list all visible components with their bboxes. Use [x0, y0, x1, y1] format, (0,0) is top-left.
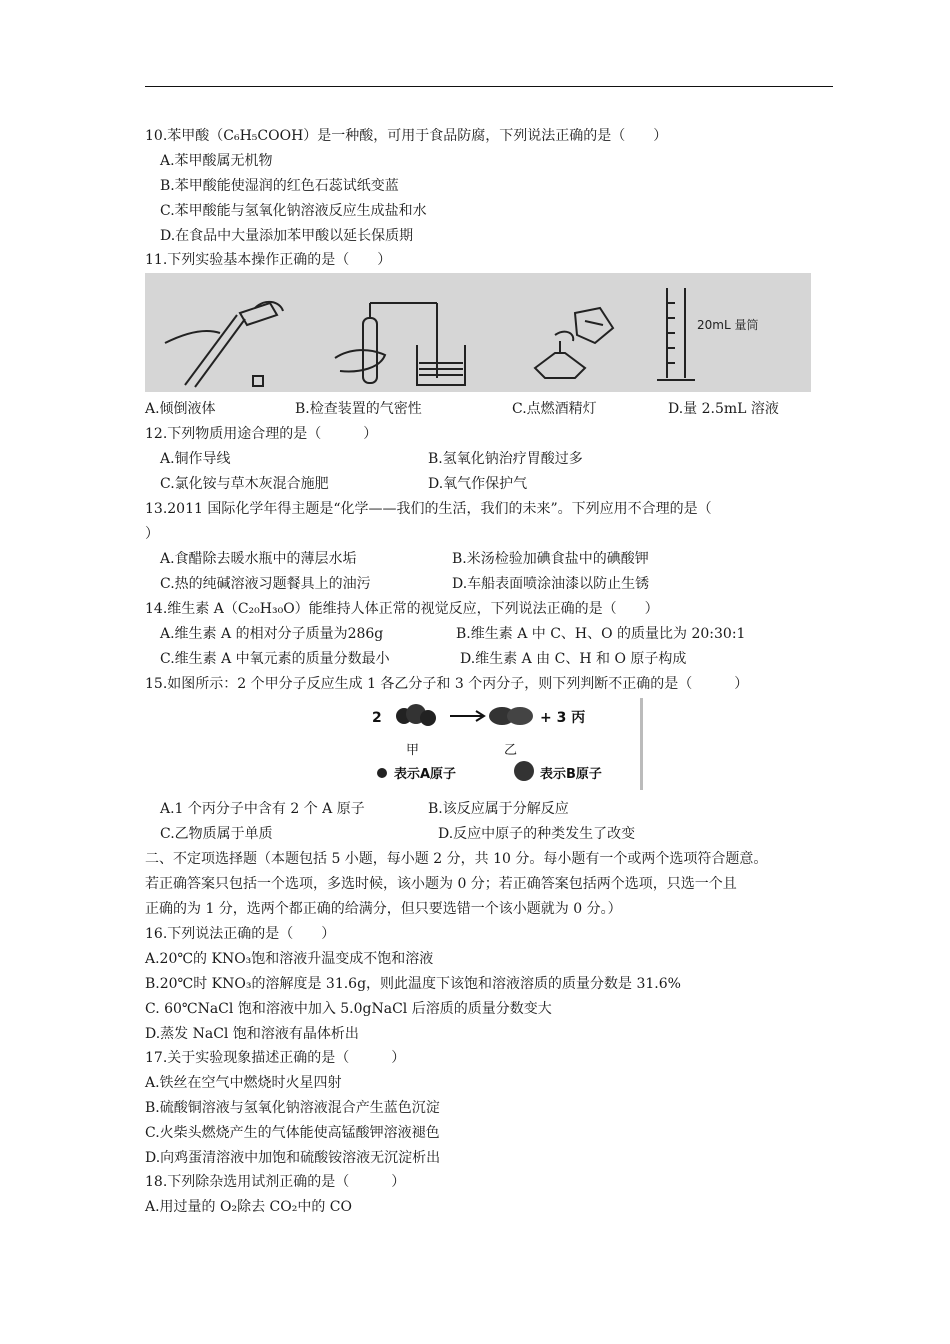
- q17-option-c: C.火柴头燃烧产生的气体能使高锰酸钾溶液褪色: [145, 1125, 440, 1141]
- alcohol-lamp-illustration: [535, 308, 613, 378]
- atom-b-icon: [514, 761, 534, 781]
- legend-b: 表示B原子: [540, 767, 602, 782]
- q13-option-a: A.食醋除去暖水瓶中的薄层水垢: [160, 551, 357, 567]
- q15-reaction-figure: [362, 698, 643, 790]
- q15-option-d: D.反应中原子的种类发生了改变: [438, 826, 636, 842]
- section2-line3: 正确的为 1 分，选两个都正确的给满分，但只要选错一个该小题就为 0 分。）: [145, 901, 622, 917]
- airtightness-check-illustration: [335, 303, 465, 385]
- q11-stem: 11.下列实验基本操作正确的是（ ）: [145, 252, 392, 268]
- label-yi: 乙: [504, 743, 518, 758]
- q14-option-b: B.维生素 A 中 C、H、O 的质量比为 20:30:1: [456, 626, 746, 642]
- q15-option-c: C.乙物质属于单质: [160, 826, 273, 842]
- q14-stem: 14.维生素 A（C₂₀H₃₀O）能维持人体正常的视觉反应，下列说法正确的是（ ）: [145, 601, 659, 617]
- q10-option-b: B.苯甲酸能使湿润的红色石蕊试纸变蓝: [160, 178, 399, 194]
- q17-option-b: B.硫酸铜溶液与氢氧化钠溶液混合产生蓝色沉淀: [145, 1100, 440, 1116]
- pouring-liquid-illustration: [165, 302, 283, 387]
- q13-option-d: D.车船表面喷涂油漆以防止生锈: [452, 576, 650, 592]
- cylinder-label: 20mL 量筒: [697, 318, 759, 332]
- q17-option-a: A.铁丝在空气中燃烧时火星四射: [145, 1075, 342, 1091]
- q16-option-d: D.蒸发 NaCl 饱和溶液有晶体析出: [145, 1026, 359, 1042]
- q10-option-c: C.苯甲酸能与氢氧化钠溶液反应生成盐和水: [160, 203, 427, 219]
- q12-option-a: A.铜作导线: [160, 451, 231, 467]
- q10-stem: 10.苯甲酸（C₆H₅COOH）是一种酸，可用于食品防腐，下列说法正确的是（ ）: [145, 128, 668, 144]
- q10-option-d: D.在食品中大量添加苯甲酸以延长保质期: [160, 228, 414, 244]
- section2-line1: 二、不定项选择题（本题包括 5 小题，每小题 2 分，共 10 分。每小题有一个或两个选项符合题意。: [145, 851, 768, 867]
- q18-option-a: A.用过量的 O₂除去 CO₂中的 CO: [145, 1199, 352, 1215]
- q15-option-a: A.1 个丙分子中含有 2 个 A 原子: [160, 801, 365, 817]
- q15-stem: 15.如图所示：2 个甲分子反应生成 1 各乙分子和 3 个丙分子，则下列判断不正确的是（ ）: [145, 676, 749, 692]
- legend-a: 表示A原子: [394, 767, 457, 782]
- q11-option-b: B.检查装置的气密性: [295, 401, 422, 417]
- q17-stem: 17.关于实验现象描述正确的是（ ）: [145, 1050, 406, 1066]
- q16-stem: 16.下列说法正确的是（ ）: [145, 926, 336, 942]
- coefficient-2: 2: [372, 710, 382, 726]
- q18-stem: 18.下列除杂选用试剂正确的是（ ）: [145, 1174, 406, 1190]
- q13-stem-continued: ）: [145, 526, 159, 542]
- molecule-yi-icon: [489, 707, 533, 725]
- q17-option-d: D.向鸡蛋清溶液中加饱和硫酸铵溶液无沉淀析出: [145, 1150, 441, 1166]
- q12-option-d: D.氧气作保护气: [428, 476, 528, 492]
- q12-option-b: B.氢氧化钠治疗胃酸过多: [428, 451, 583, 467]
- q13-option-b: B.米汤检验加碘食盐中的碘酸钾: [452, 551, 649, 567]
- label-jia: 甲: [406, 743, 420, 758]
- q11-option-a: A.倾倒液体: [145, 401, 216, 417]
- molecule-jia-icon: [396, 704, 436, 726]
- q10-option-a: A.苯甲酸属无机物: [160, 153, 273, 169]
- header-rule: [145, 86, 833, 87]
- q11-option-c: C.点燃酒精灯: [512, 401, 597, 417]
- q15-option-b: B.该反应属于分解反应: [428, 801, 569, 817]
- plus-3-bing: + 3 丙: [540, 710, 586, 726]
- q11-option-d: D.量 2.5mL 溶液: [668, 401, 779, 417]
- q14-option-c: C.维生素 A 中氧元素的质量分数最小: [160, 651, 390, 667]
- section2-line2: 若正确答案只包括一个选项，多选时候，该小题为 0 分；若正确答案包括两个选项，只选一个且: [145, 876, 737, 892]
- q12-stem: 12.下列物质用途合理的是（ ）: [145, 426, 378, 442]
- atom-a-icon: [377, 768, 387, 778]
- q16-option-a: A.20℃的 KNO₃饱和溶液升温变成不饱和溶液: [145, 951, 434, 967]
- q13-stem: 13.2011 国际化学年得主题是“化学——我们的生活，我们的未来”。下列应用不合理的是（: [145, 501, 712, 517]
- q11-apparatus-figure: [145, 273, 811, 392]
- q13-option-c: C.热的纯碱溶液习题餐具上的油污: [160, 576, 371, 592]
- q14-option-d: D.维生素 A 由 C、H 和 O 原子构成: [460, 651, 687, 667]
- measuring-cylinder-illustration: [657, 288, 695, 380]
- reaction-arrow-icon: [450, 711, 484, 721]
- q16-option-c: C. 60℃NaCl 饱和溶液中加入 5.0gNaCl 后溶质的质量分数变大: [145, 1001, 552, 1017]
- q14-option-a: A.维生素 A 的相对分子质量为286g: [160, 626, 384, 642]
- q16-option-b: B.20℃时 KNO₃的溶解度是 31.6g，则此温度下该饱和溶液溶质的质量分数是 31.6%: [145, 976, 681, 992]
- q12-option-c: C.氯化铵与草木灰混合施肥: [160, 476, 329, 492]
